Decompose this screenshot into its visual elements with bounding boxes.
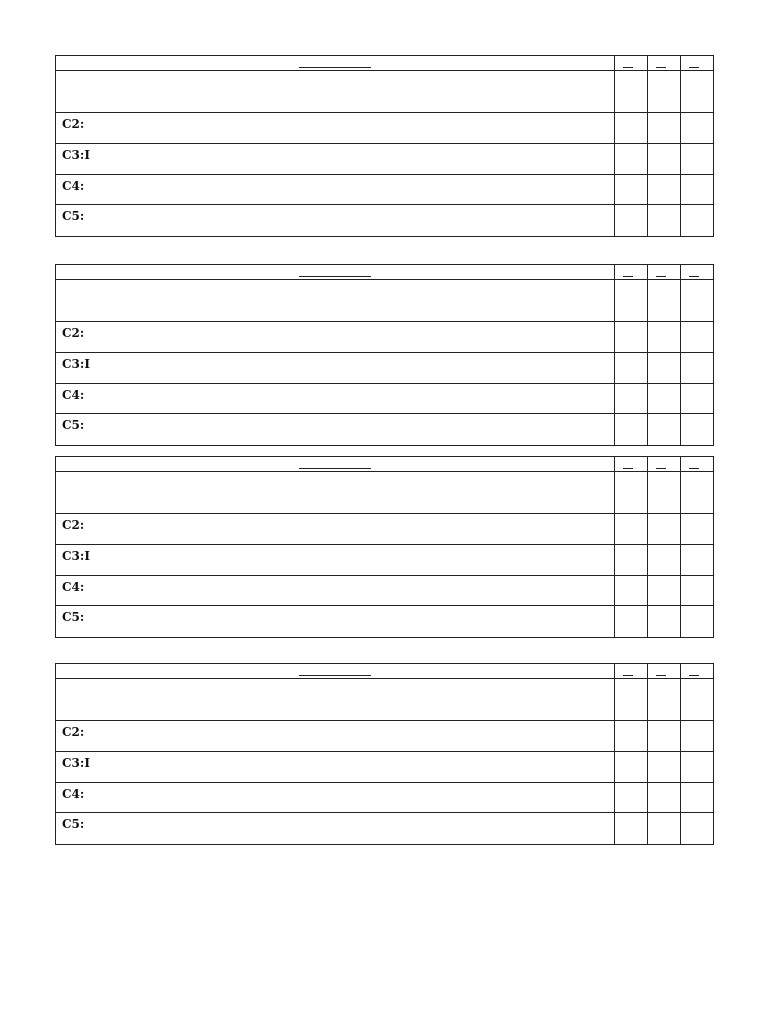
check-cell[interactable] — [680, 280, 713, 322]
check-cell[interactable] — [680, 322, 713, 353]
criterion-cell[interactable] — [56, 322, 615, 353]
column-head-3[interactable] — [680, 56, 713, 71]
section-title-blank[interactable] — [56, 457, 615, 472]
check-cell[interactable] — [614, 679, 647, 721]
criterion-row — [56, 322, 714, 353]
check-cell[interactable] — [614, 721, 647, 752]
intro-cell[interactable] — [56, 679, 615, 721]
intro-cell[interactable] — [56, 472, 615, 514]
criterion-cell[interactable] — [56, 813, 615, 845]
column-head-1[interactable] — [614, 265, 647, 280]
head-dash — [656, 67, 666, 68]
criterion-label: C4: — [62, 179, 85, 193]
check-cell[interactable] — [647, 545, 680, 576]
criterion-label: C2: — [62, 518, 85, 532]
form-section-1 — [55, 55, 714, 237]
title-underline — [299, 468, 371, 469]
check-cell[interactable] — [614, 71, 647, 113]
criterion-cell[interactable] — [56, 175, 615, 205]
criterion-cell[interactable] — [56, 384, 615, 414]
form-section-4 — [55, 663, 714, 845]
check-cell[interactable] — [680, 576, 713, 606]
criterion-row — [56, 144, 714, 175]
intro-cell[interactable] — [56, 71, 615, 113]
head-dash — [623, 276, 633, 277]
column-head-2[interactable] — [647, 56, 680, 71]
column-head-1[interactable] — [614, 664, 647, 679]
check-cell[interactable] — [647, 71, 680, 113]
check-cell[interactable] — [680, 353, 713, 384]
section-intro-row — [56, 280, 714, 322]
check-cell[interactable] — [614, 205, 647, 237]
check-cell[interactable] — [647, 472, 680, 514]
check-cell[interactable] — [614, 322, 647, 353]
criterion-label: C3:I — [62, 756, 90, 770]
criterion-cell[interactable] — [56, 144, 615, 175]
check-cell[interactable] — [614, 384, 647, 414]
section-intro-row — [56, 472, 714, 514]
check-cell[interactable] — [614, 813, 647, 845]
criterion-row — [56, 783, 714, 813]
head-dash — [623, 468, 633, 469]
criterion-label: C2: — [62, 117, 85, 131]
check-cell[interactable] — [614, 752, 647, 783]
criterion-row — [56, 576, 714, 606]
check-cell[interactable] — [680, 679, 713, 721]
criterion-label: C2: — [62, 326, 85, 340]
check-cell[interactable] — [680, 472, 713, 514]
criterion-row — [56, 606, 714, 638]
head-dash — [623, 67, 633, 68]
check-cell[interactable] — [647, 384, 680, 414]
criterion-row — [56, 175, 714, 205]
check-cell[interactable] — [614, 472, 647, 514]
criterion-row — [56, 721, 714, 752]
check-cell[interactable] — [614, 606, 647, 638]
check-cell[interactable] — [647, 752, 680, 783]
column-head-3[interactable] — [680, 457, 713, 472]
title-underline — [299, 67, 371, 68]
check-cell[interactable] — [647, 679, 680, 721]
check-cell[interactable] — [614, 144, 647, 175]
criterion-label: C4: — [62, 580, 85, 594]
criterion-row — [56, 545, 714, 576]
check-cell[interactable] — [680, 205, 713, 237]
check-cell[interactable] — [647, 205, 680, 237]
check-cell[interactable] — [680, 144, 713, 175]
head-dash — [656, 276, 666, 277]
check-cell[interactable] — [614, 280, 647, 322]
check-cell[interactable] — [647, 783, 680, 813]
criterion-label: C5: — [62, 418, 85, 432]
criterion-label: C3:I — [62, 357, 90, 371]
column-head-1[interactable] — [614, 457, 647, 472]
form-section-3 — [55, 456, 714, 638]
section-title-blank[interactable] — [56, 56, 615, 71]
section-intro-row — [56, 679, 714, 721]
section-header — [56, 56, 714, 71]
check-cell[interactable] — [614, 576, 647, 606]
check-cell[interactable] — [647, 721, 680, 752]
check-cell[interactable] — [647, 606, 680, 638]
head-dash — [623, 675, 633, 676]
check-cell[interactable] — [647, 813, 680, 845]
section-header — [56, 664, 714, 679]
head-dash — [689, 675, 699, 676]
criterion-cell[interactable] — [56, 113, 615, 144]
check-cell[interactable] — [680, 414, 713, 446]
check-cell[interactable] — [647, 514, 680, 545]
criterion-cell[interactable] — [56, 576, 615, 606]
column-head-2[interactable] — [647, 664, 680, 679]
check-cell[interactable] — [647, 414, 680, 446]
criterion-cell[interactable] — [56, 514, 615, 545]
check-cell[interactable] — [680, 813, 713, 845]
check-cell[interactable] — [647, 280, 680, 322]
check-cell[interactable] — [680, 783, 713, 813]
criterion-label: C4: — [62, 388, 85, 402]
criterion-cell[interactable] — [56, 545, 615, 576]
head-dash — [689, 276, 699, 277]
head-dash — [689, 468, 699, 469]
criterion-label: C5: — [62, 610, 85, 624]
check-cell[interactable] — [680, 384, 713, 414]
criterion-row — [56, 353, 714, 384]
check-cell[interactable] — [680, 545, 713, 576]
criterion-row — [56, 384, 714, 414]
criterion-label: C5: — [62, 209, 85, 223]
check-cell[interactable] — [614, 414, 647, 446]
check-cell[interactable] — [614, 113, 647, 144]
check-cell[interactable] — [647, 113, 680, 144]
check-cell[interactable] — [680, 721, 713, 752]
criterion-cell[interactable] — [56, 721, 615, 752]
head-dash — [656, 468, 666, 469]
criterion-label: C5: — [62, 817, 85, 831]
criterion-cell[interactable] — [56, 205, 615, 237]
column-head-2[interactable] — [647, 265, 680, 280]
criterion-cell[interactable] — [56, 606, 615, 638]
criterion-label: C4: — [62, 787, 85, 801]
criterion-cell[interactable] — [56, 414, 615, 446]
column-head-3[interactable] — [680, 265, 713, 280]
section-intro-row — [56, 71, 714, 113]
section-title-blank[interactable] — [56, 265, 615, 280]
criterion-row — [56, 113, 714, 144]
criterion-label: C3:I — [62, 549, 90, 563]
check-cell[interactable] — [647, 144, 680, 175]
check-cell[interactable] — [647, 576, 680, 606]
section-title-blank[interactable] — [56, 664, 615, 679]
intro-cell[interactable] — [56, 280, 615, 322]
section-header — [56, 457, 714, 472]
form-section-2 — [55, 264, 714, 446]
criterion-cell[interactable] — [56, 783, 615, 813]
column-head-2[interactable] — [647, 457, 680, 472]
check-cell[interactable] — [614, 175, 647, 205]
check-cell[interactable] — [680, 175, 713, 205]
check-cell[interactable] — [680, 606, 713, 638]
check-cell[interactable] — [614, 514, 647, 545]
column-head-1[interactable] — [614, 56, 647, 71]
criterion-row — [56, 205, 714, 237]
criterion-row — [56, 414, 714, 446]
section-header — [56, 265, 714, 280]
title-underline — [299, 276, 371, 277]
check-cell[interactable] — [647, 353, 680, 384]
criterion-row — [56, 813, 714, 845]
criterion-label: C3:I — [62, 148, 90, 162]
check-cell[interactable] — [647, 322, 680, 353]
criterion-label: C2: — [62, 725, 85, 739]
check-cell[interactable] — [680, 71, 713, 113]
title-underline — [299, 675, 371, 676]
check-cell[interactable] — [680, 752, 713, 783]
column-head-3[interactable] — [680, 664, 713, 679]
head-dash — [656, 675, 666, 676]
check-cell[interactable] — [680, 113, 713, 144]
check-cell[interactable] — [614, 353, 647, 384]
criterion-cell[interactable] — [56, 752, 615, 783]
check-cell[interactable] — [680, 514, 713, 545]
criterion-row — [56, 514, 714, 545]
check-cell[interactable] — [614, 783, 647, 813]
head-dash — [689, 67, 699, 68]
criterion-cell[interactable] — [56, 353, 615, 384]
criterion-row — [56, 752, 714, 783]
check-cell[interactable] — [614, 545, 647, 576]
check-cell[interactable] — [647, 175, 680, 205]
